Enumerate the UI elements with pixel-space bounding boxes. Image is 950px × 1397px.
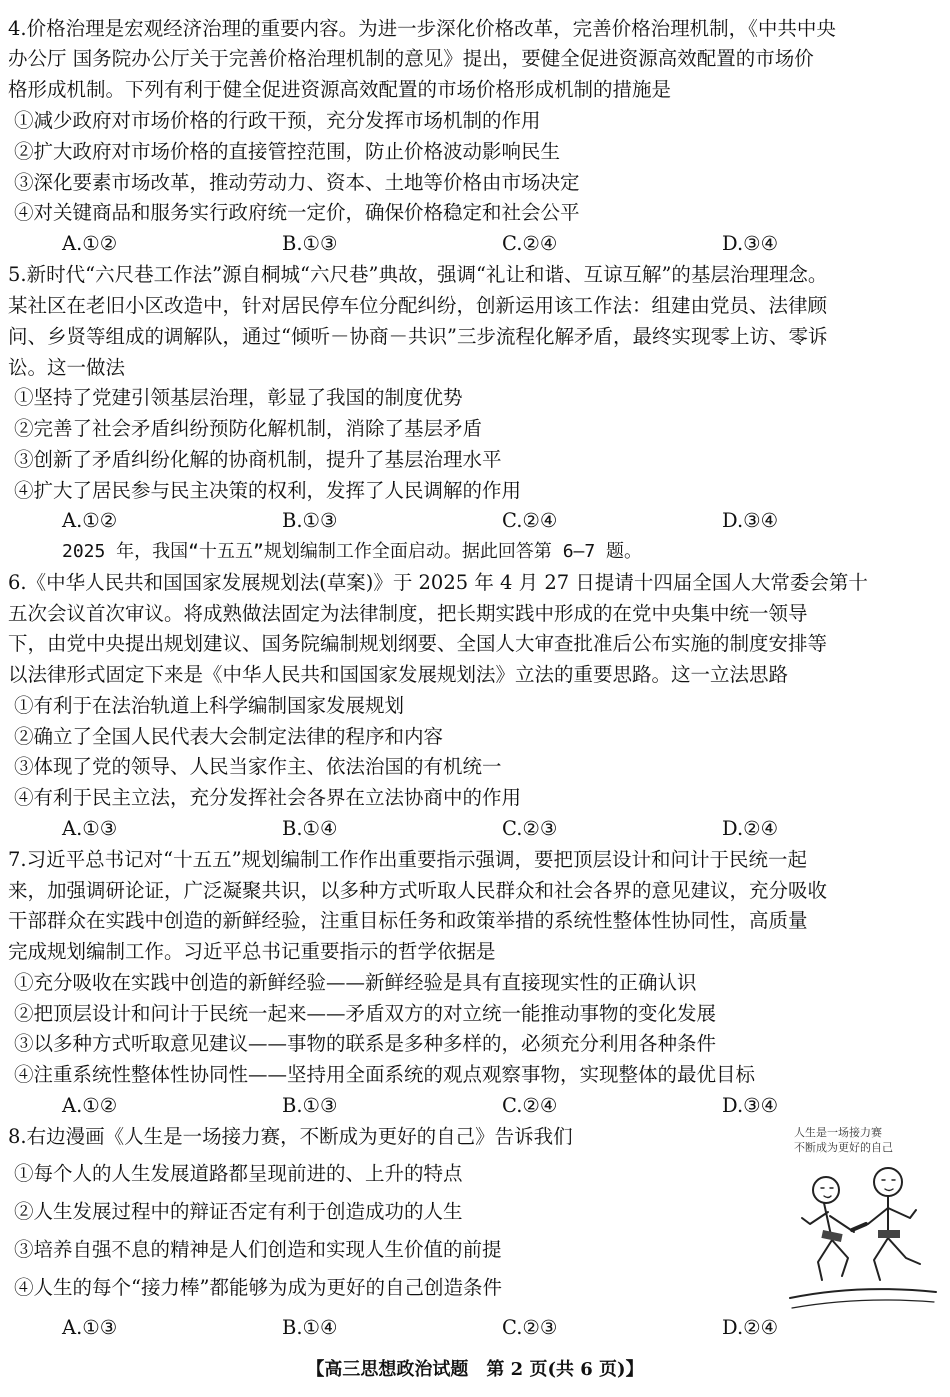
q8-choice-3: ③培养自强不息的精神是人们创造和实现人生价值的前提	[14, 1238, 502, 1261]
q5-choice-3: ③创新了矛盾纠纷化解的协商机制，提升了基层治理水平	[14, 448, 502, 471]
q7-option-c: C.②④	[502, 1094, 558, 1117]
q6-option-a: A.①③	[62, 817, 118, 840]
q7-option-a: A.①②	[62, 1094, 118, 1117]
q8-choice-1: ①每个人的人生发展道路都呈现前进的、上升的特点	[14, 1162, 463, 1185]
page-footer: 【高三思想政治试题 第 2 页(共 6 页)】	[306, 1359, 644, 1380]
q6-options	[0, 814, 950, 844]
q8-choice-2: ②人生发展过程中的辩证否定有利于创造成功的人生	[14, 1200, 463, 1223]
q8-option-b: B.①④	[282, 1316, 338, 1339]
q8-option-d: D.②④	[722, 1316, 779, 1339]
cartoon-caption-line: 人生是一场接力赛	[794, 1126, 882, 1139]
q5-choice-2: ②完善了社会矛盾纠纷预防化解机制，消除了基层矛盾	[14, 417, 483, 440]
q7-option-d: D.③④	[722, 1094, 779, 1117]
q5-choice-1: ①坚持了党建引领基层治理，彰显了我国的制度优势	[14, 386, 463, 409]
q7-options	[0, 1091, 950, 1121]
q6-stem-line: 6.《中华人民共和国国家发展规划法(草案)》于 2025 年 4 月 27 日提请十四届全国人大常委会第十	[8, 571, 868, 594]
q4-stem-line: 办公厅 国务院办公厅关于完善价格治理机制的意见》提出，要健全促进资源高效配置的市场价	[8, 47, 814, 70]
intro-6-7: 2025 年，我国“十五五”规划编制工作全面启动。据此回答第 6—7 题。	[62, 541, 643, 562]
q8-option-a: A.①③	[62, 1316, 118, 1339]
q5-option-d: D.③④	[722, 509, 779, 532]
q6-option-b: B.①④	[282, 817, 338, 840]
q6-option-d: D.②④	[722, 817, 779, 840]
q7-stem-line: 7.习近平总书记对“十五五”规划编制工作作出重要指示强调，要把顶层设计和问计于民统一起	[8, 848, 808, 871]
q4-stem-line: 格形成机制。下列有利于健全促进资源高效配置的市场价格形成机制的措施是	[8, 78, 672, 101]
q5-stem-line: 5.新时代“六尺巷工作法”源自桐城“六尺巷”典故，强调“礼让和谐、互谅互解”的基层治理理念。	[8, 263, 828, 286]
q6-choice-2: ②确立了全国人民代表大会制定法律的程序和内容	[14, 725, 444, 748]
q4-choice-2: ②扩大政府对市场价格的直接管控范围，防止价格波动影响民生	[14, 140, 561, 163]
q4-option-a: A.①②	[62, 232, 118, 255]
relay-race-cartoon	[788, 1120, 938, 1320]
q7-stem-line: 来，加强调研论证，广泛凝聚共识，以多种方式听取人民群众和社会各界的意见建议，充分吸收	[8, 879, 828, 902]
q6-choice-3: ③体现了党的领导、人民当家作主、依法治国的有机统一	[14, 755, 502, 778]
q6-choice-4: ④有利于民主立法，充分发挥社会各界在立法协商中的作用	[14, 786, 522, 809]
q7-choice-4: ④注重系统性整体性协同性——坚持用全面系统的观点观察事物，实现整体的最优目标	[14, 1063, 756, 1086]
q4-stem-line: 4.价格治理是宏观经济治理的重要内容。为进一步深化价格改革，完善价格治理机制，《中共中央	[8, 17, 836, 40]
q4-choice-4: ④对关键商品和服务实行政府统一定价，确保价格稳定和社会公平	[14, 201, 580, 224]
q7-option-b: B.①③	[282, 1094, 338, 1117]
q6-stem-line: 以法律形式固定下来是《中华人民共和国国家发展规划法》立法的重要思路。这一立法思路	[8, 663, 789, 686]
q4-option-c: C.②④	[502, 232, 558, 255]
q5-stem-line: 讼。这一做法	[8, 356, 126, 379]
q5-option-a: A.①②	[62, 509, 118, 532]
q7-stem-line: 完成规划编制工作。习近平总书记重要指示的哲学依据是	[8, 940, 496, 963]
q5-options	[0, 506, 950, 536]
q5-option-b: B.①③	[282, 509, 338, 532]
q7-choice-2: ②把顶层设计和问计于民统一起来——矛盾双方的对立统一能推动事物的变化发展	[14, 1002, 717, 1025]
q6-stem-line: 五次会议首次审议。将成熟做法固定为法律制度，把长期实践中形成的在党中央集中统一领导	[8, 602, 808, 625]
q7-stem-line: 干部群众在实践中创造的新鲜经验，注重目标任务和政策举措的系统性整体性协同性，高质量	[8, 909, 808, 932]
q4-choice-3: ③深化要素市场改革，推动劳动力、资本、土地等价格由市场决定	[14, 171, 580, 194]
q5-stem-line: 某社区在老旧小区改造中，针对居民停车位分配纠纷，创新运用该工作法：组建由党员、法律顾	[8, 294, 828, 317]
relay-runners-drawing	[788, 1120, 938, 1320]
q4-options	[0, 229, 950, 259]
q6-choice-1: ①有利于在法治轨道上科学编制国家发展规划	[14, 694, 405, 717]
q6-option-c: C.②③	[502, 817, 558, 840]
q4-choice-1: ①减少政府对市场价格的行政干预，充分发挥市场机制的作用	[14, 109, 541, 132]
q8-option-c: C.②③	[502, 1316, 558, 1339]
q8-choice-4: ④人生的每个“接力棒”都能够为成为更好的自己创造条件	[14, 1276, 502, 1299]
cartoon-caption-line: 不断成为更好的自己	[794, 1141, 893, 1154]
q6-stem-line: 下，由党中央提出规划建议、国务院编制规划纲要、全国人大审查批准后公布实施的制度安排等	[8, 632, 828, 655]
q7-choice-1: ①充分吸收在实践中创造的新鲜经验——新鲜经验是具有直接现实性的正确认识	[14, 971, 697, 994]
q4-option-b: B.①③	[282, 232, 338, 255]
q8-stem-line: 8.右边漫画《人生是一场接力赛，不断成为更好的自己》告诉我们	[8, 1125, 573, 1148]
q4-option-d: D.③④	[722, 232, 779, 255]
q5-option-c: C.②④	[502, 509, 558, 532]
q5-stem-line: 问、乡贤等组成的调解队，通过“倾听－协商－共识”三步流程化解矛盾，最终实现零上访、零诉	[8, 325, 828, 348]
q5-choice-4: ④扩大了居民参与民主决策的权利，发挥了人民调解的作用	[14, 479, 522, 502]
q7-choice-3: ③以多种方式听取意见建议——事物的联系是多种多样的，必须充分利用各种条件	[14, 1032, 717, 1055]
